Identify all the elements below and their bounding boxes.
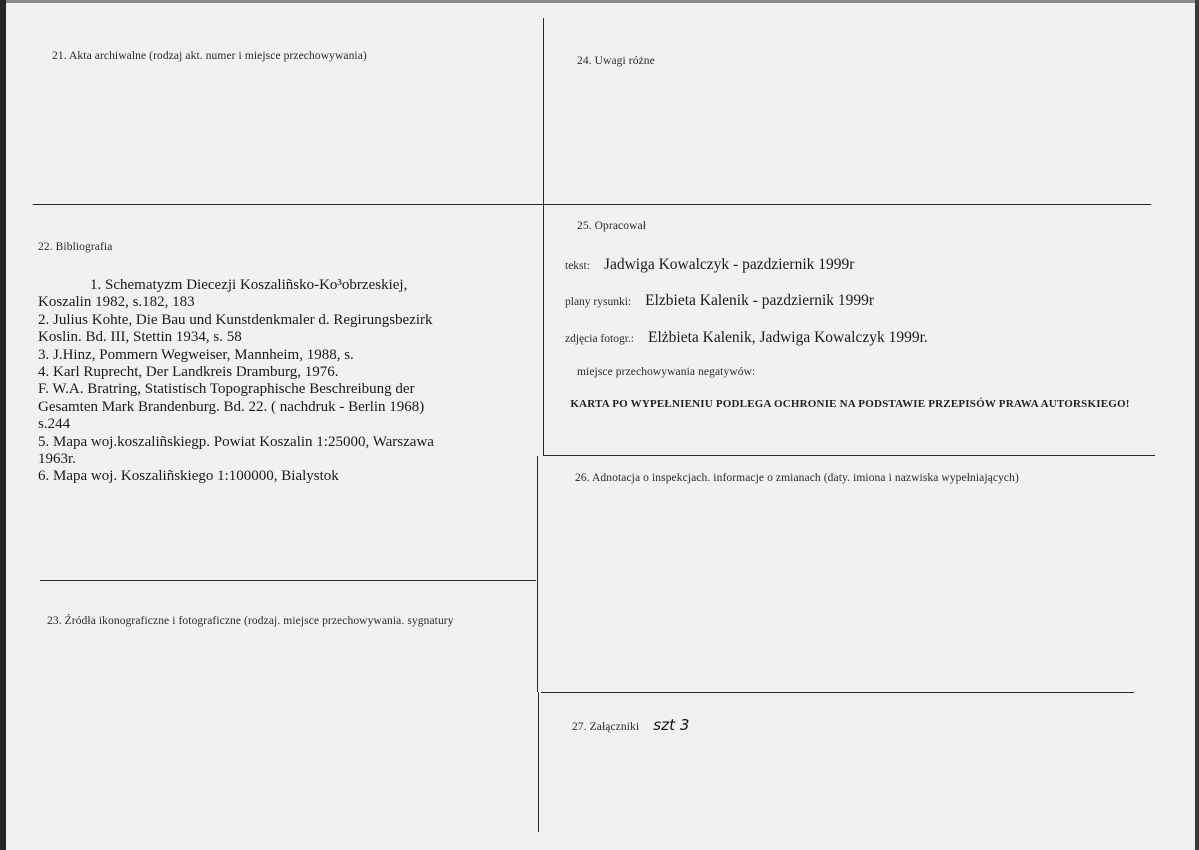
- negatives-location-label: miejsce przechowywania negatywów:: [577, 366, 756, 378]
- center-divider-middle: [537, 456, 538, 692]
- plans-value: Elzbieta Kalenik - pazdziernik 1999r: [645, 292, 875, 309]
- section-24-label: 24. Uwagi różne: [577, 55, 655, 67]
- bibliography-line: Gesamten Mark Brandenburg. Bd. 22. ( nachdruk - Berlin 1968): [38, 398, 425, 415]
- bibliography-line: 5. Mapa woj.koszaliñskiegp. Powiat Koszalin 1:25000, Warszawa: [38, 433, 434, 450]
- center-divider-upper: [543, 18, 544, 456]
- plans-label: plany rysunki:: [565, 296, 632, 308]
- bibliography-line: 1. Schematyzm Diecezji Koszaliñsko-Ko³obrzeskiej,: [90, 277, 408, 293]
- bibliography-line: s.244: [38, 416, 71, 433]
- bibliography-line: 6. Mapa woj. Koszaliñskiego 1:100000, Bialystok: [38, 468, 339, 485]
- photos-label: zdjęcia fotogr.:: [565, 333, 634, 345]
- section-23-label: 23. Źródła ikonograficzne i fotograficzne (rodzaj. miejsce przechowywania. sygnatury: [47, 615, 454, 627]
- bibliography-line: 1963r.: [38, 451, 76, 468]
- photos-value: Elżbieta Kalenik, Jadwiga Kowalczyk 1999r.: [647, 329, 928, 346]
- author-text-value: Jadwiga Kowalczyk - pazdziernik 1999r: [603, 256, 855, 273]
- bibliography-line: Koszalin 1982, s.182, 183: [38, 294, 195, 311]
- author-text-row: [565, 256, 854, 274]
- section-21-label: 21. Akta archiwalne (rodzaj akt. numer i miejsce przechowywania): [52, 50, 367, 62]
- divider-25-26: [543, 455, 1155, 456]
- copyright-notice: KARTA PO WYPEŁNIENIU PODLEGA OCHRONIE NA PODSTAWIE PRZEPISÓW PRAWA AUTORSKIEGO!: [570, 398, 1130, 410]
- divider-22-23: [40, 580, 536, 581]
- section-27-label: 27. Załączniki: [572, 721, 640, 733]
- bibliography-line: Koslin. Bd. III, Stettin 1934, s. 58: [38, 329, 242, 346]
- section-26-label: 26. Adnotacja o inspekcjach. informacje o zmianach (daty. imiona i nazwiska wypełniających): [575, 472, 1019, 484]
- bibliography-line: 4. Karl Ruprecht, Der Landkreis Dramburg, 1976.: [38, 364, 339, 381]
- bibliography-list: [38, 277, 508, 486]
- bibliography-line: 2. Julius Kohte, Die Bau und Kunstdenkmaler d. Regirungsbezirk: [38, 311, 433, 328]
- card-left-edge: [0, 0, 6, 850]
- center-divider-lower: [538, 692, 539, 832]
- attachments-count-handwritten: szt 3: [653, 716, 690, 734]
- section-25-label: 25. Opracował: [577, 220, 646, 232]
- plans-row: [565, 292, 874, 310]
- bibliography-line: 3. J.Hinz, Pommern Wegweiser, Mannheim, 1988, s.: [38, 346, 354, 363]
- section-27-row: [572, 716, 690, 734]
- card-right-edge: [1195, 0, 1199, 850]
- divider-21-22: [33, 204, 1151, 205]
- bibliography-line: F. W.A. Bratring, Statistisch Topographische Beschreibung der: [38, 381, 415, 398]
- author-text-label: tekst:: [565, 260, 590, 272]
- section-22-label: 22. Bibliografia: [38, 241, 113, 253]
- divider-26-27: [541, 692, 1134, 693]
- card-top-edge: [0, 0, 1199, 3]
- photos-row: [565, 329, 928, 347]
